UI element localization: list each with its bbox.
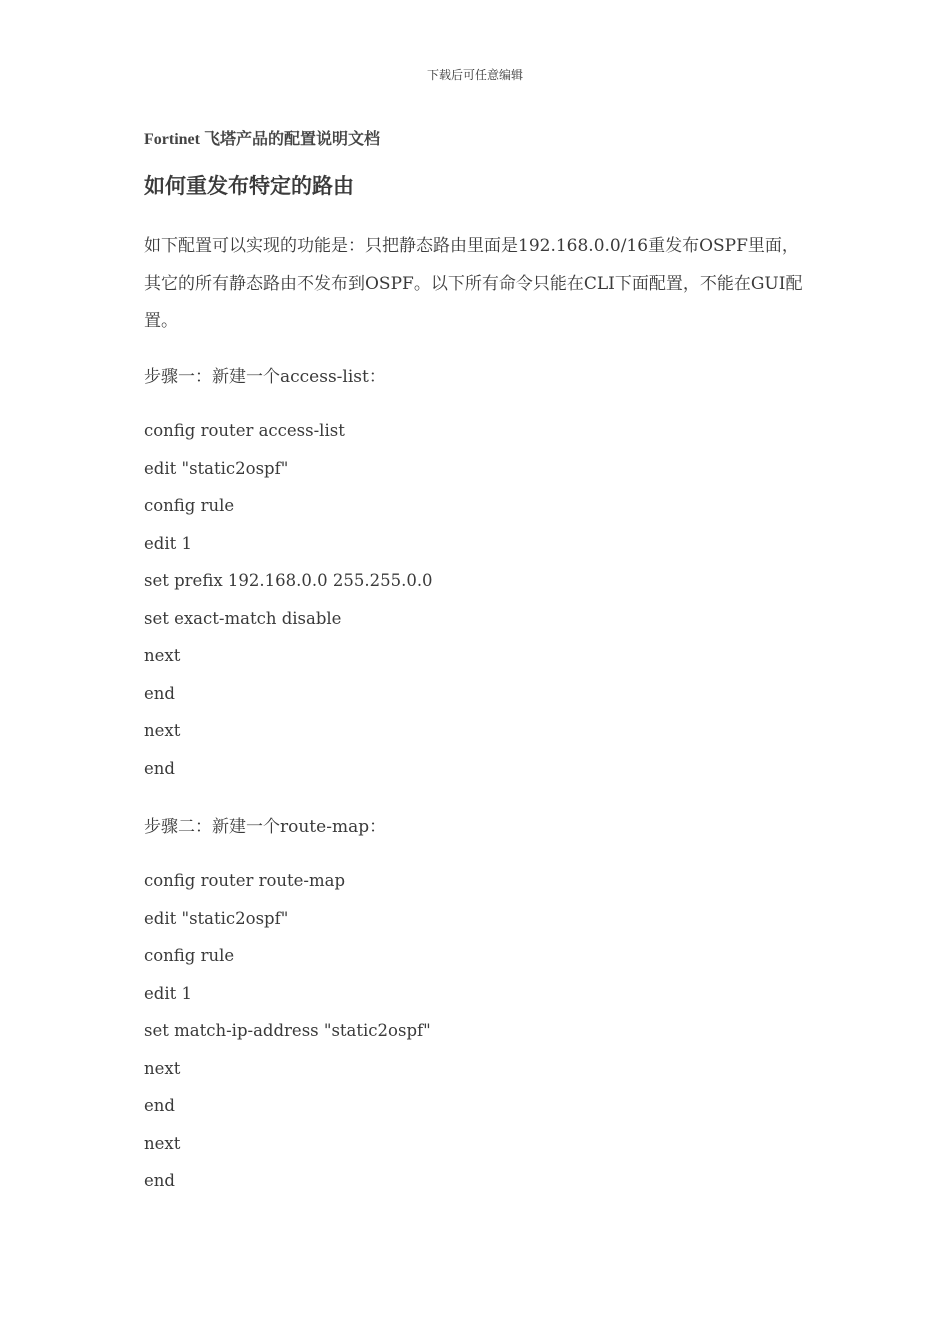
code-line: end xyxy=(144,1171,175,1190)
code-line: end xyxy=(144,758,175,778)
code-line: config rule xyxy=(144,946,235,965)
code-line: edit 1 xyxy=(144,983,192,1003)
code-line: set exact-match disable xyxy=(144,608,342,628)
code-line: edit "static2ospf" xyxy=(144,908,289,928)
code-line: next xyxy=(144,721,181,740)
document-heading: 如何重发布特定的路由 xyxy=(144,174,354,198)
step2-title: 步骤二：新建一个route-map： xyxy=(144,817,387,837)
code-line: end xyxy=(144,683,175,703)
code-line: next xyxy=(144,1058,181,1078)
step1-title: 步骤一：新建一个access-list： xyxy=(144,367,386,387)
code-line: set match-ip-address "static2ospf" xyxy=(144,1021,431,1040)
page-header: 下载后可任意编辑 xyxy=(426,68,523,82)
code-line: set prefix 192.168.0.0 255.255.0.0 xyxy=(144,571,433,590)
code-line: next xyxy=(144,646,181,665)
intro-paragraph: 如下配置可以实现的功能是：只把静态路由里面是192.168.0.0/16重发布OSPF里面，其它的所有静态路由不发布到OSPF。以下所有命令只能在CLI下面配置，不能在GUI配置。 xyxy=(144,236,803,331)
code-line: end xyxy=(144,1096,175,1115)
code-line: config router route-map xyxy=(144,871,346,890)
code-line: edit "static2ospf" xyxy=(144,458,289,478)
step2-code-block xyxy=(144,862,431,1200)
code-line: edit 1 xyxy=(144,533,192,553)
step1-code-block xyxy=(144,412,433,787)
code-line: next xyxy=(144,1133,181,1153)
document-subtitle: Fortinet 飞塔产品的配置说明文档 xyxy=(144,131,380,148)
code-line: config router access-list xyxy=(144,421,345,440)
code-line: config rule xyxy=(144,496,235,515)
